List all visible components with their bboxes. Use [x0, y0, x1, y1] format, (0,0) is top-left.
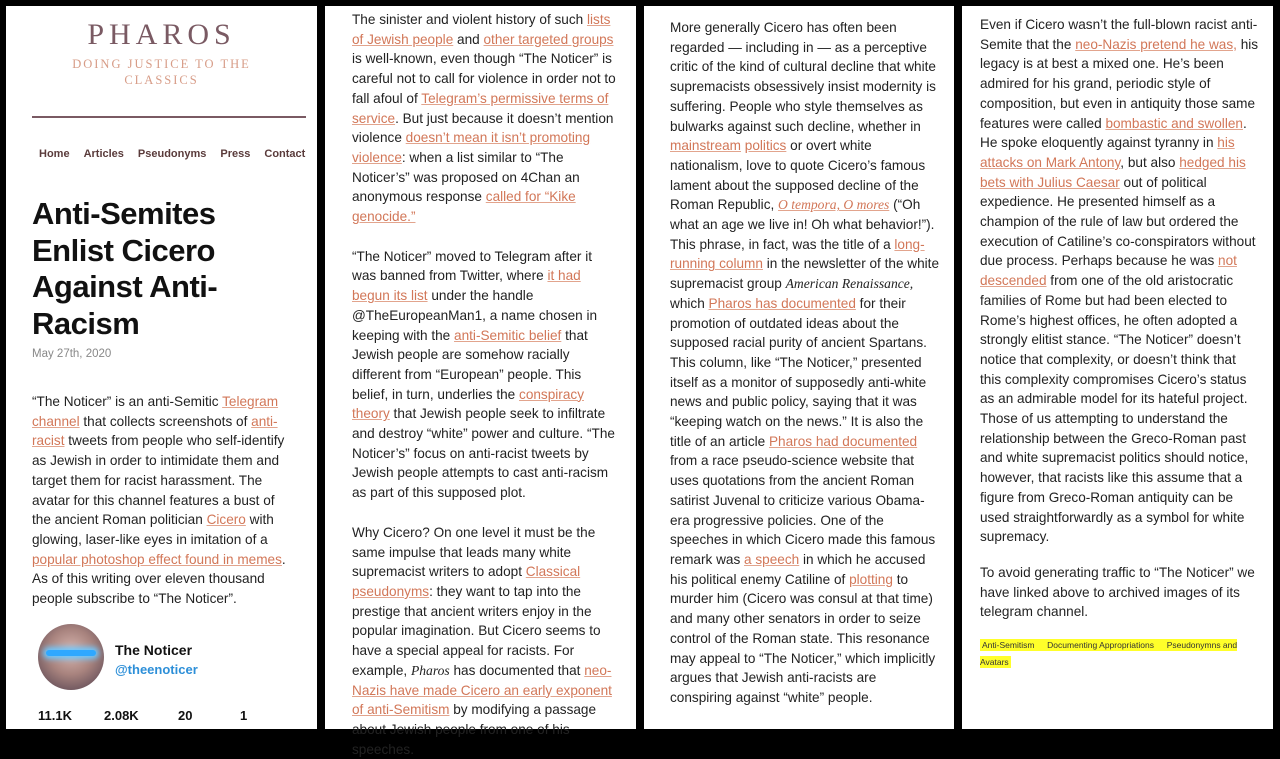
avatar: [38, 624, 104, 690]
link[interactable]: O tempora, O mores: [778, 197, 890, 213]
nav-contact[interactable]: Contact: [264, 148, 306, 160]
link[interactable]: neo-Nazis have made Cicero an early exponent of anti-Semitism: [352, 662, 612, 718]
link[interactable]: anti-racist: [32, 413, 278, 449]
site-tagline: [6, 56, 317, 88]
link[interactable]: Telegram channel: [32, 394, 279, 429]
paragraph: “The Noticer” is an anti-Semitic Telegram channel that collects screenshots of anti-racist tweets from people who self-identify as Jewish in order to intimidate them and target them for racist harassment. The avatar for this channel features a bust of the ancient Roman politician Cicero with glowing, laser-like eyes in imitation of a popular photoshop effect found in memes. As of this writing over eleven thousand people subscribe to “The Noticer”.: [32, 394, 286, 607]
laser-eyes-icon: [46, 650, 96, 656]
link[interactable]: lists of Jewish people: [352, 12, 611, 47]
link[interactable]: Pharos has documented: [708, 295, 856, 311]
link[interactable]: conspiracy theory: [352, 386, 584, 422]
article-body-3: [670, 18, 940, 708]
site-tagline-line-1: DOING JUSTICE TO THE: [72, 57, 251, 71]
nav-articles[interactable]: Articles: [83, 148, 124, 160]
article-title-line: Anti-Semites: [32, 196, 216, 231]
nav-pseudonyms[interactable]: Pseudonyms: [137, 148, 207, 160]
stat-value: 20: [178, 708, 193, 723]
paragraph: “The Noticer” moved to Telegram after it was banned from Twitter, where it had begun its list under the handle @TheEuropeanMan1, a name chosen in keeping with the anti-Semitic belief that Jewish people are somehow racially different from “European” people. This belief, in turn, underlies the conspiracy theory that Jewish people seek to infiltrate and destroy “white” power and culture. “The Noticer’s” focus on anti-racist tweets by Jewish people attempts to cast anti-racism as part of this supposed plot.: [352, 248, 615, 501]
article-body-4: [980, 15, 1260, 670]
main-nav: [39, 148, 305, 160]
profile-name: The Noticer: [115, 642, 193, 658]
profile-handle[interactable]: @theenoticer: [115, 662, 198, 677]
article-body-intro: [32, 392, 294, 609]
header-divider: [32, 116, 306, 118]
link[interactable]: his attacks on Mark Antony: [980, 135, 1235, 170]
stat-value: 11.1K: [38, 708, 72, 723]
link[interactable]: Pharos had documented: [768, 433, 918, 449]
stat-value: 1: [240, 708, 248, 723]
link[interactable]: Cicero: [206, 512, 246, 528]
nav-home[interactable]: Home: [39, 148, 70, 160]
link[interactable]: plotting: [849, 571, 893, 587]
page-panel-4: [962, 6, 1273, 729]
link[interactable]: neo-Nazis pretend he was,: [1075, 36, 1237, 52]
link[interactable]: called for “Kike genocide.”: [352, 189, 576, 225]
site-name: PHAROS: [87, 18, 236, 51]
tag-link[interactable]: Anti-Semitism: [982, 640, 1035, 651]
article-date: May 27th, 2020: [32, 348, 112, 360]
link[interactable]: bombastic and swollen: [1105, 115, 1243, 131]
link[interactable]: popular photoshop effect found in memes: [32, 551, 282, 567]
stat-value: 2.08K: [104, 708, 139, 723]
paragraph: More generally Cicero has often been regarded — including in — as a perceptive critic of the kind of cultural decline that white supremacists obsessively insist modernity is suffering. People who style themselves as bulwarks against such decline, whether in mainstream politics or overt white nationalism, love to quote Cicero’s famous lament about the supposed decline of the Roman Republic, O tempora, O mores (“Oh what an age we live in! Oh what behavior!”). This phrase, in fact, was the title of a long-running column in the newsletter of the white supremacist group American Renaissance, which Pharos has documented for their promotion of outdated ideas about the supposed racial purity of ancient Spartans. This column, like “The Noticer,” presented itself as a monitor of supposedly anti-white news and public policy, saying that it was “keeping watch on the news.” It is also the title of an article Pharos had documented from a race pseudo-science website that uses quotations from the ancient Roman satirist Juvenal to criticize various Obama-era progressive policies. One of the speeches in which Cicero made this famous remark was a speech in which he accused his political enemy Catiline of plotting to murder him (Cicero was consul at that time) and many other senators in order to seize control of the Roman state. This resonance may appeal to “The Noticer,” which implicitly argues that Jewish anti-racists are conspiring against “white” people.: [670, 20, 940, 705]
article-title-line: Against Anti-: [32, 269, 218, 304]
page-panel-1: [6, 6, 317, 729]
article-title-line: Enlist Cicero: [32, 232, 215, 268]
page-panel-2: [325, 6, 636, 757]
article-title: [32, 196, 312, 342]
link[interactable]: Telegram’s permissive terms of service: [352, 90, 609, 126]
link[interactable]: mainstream: [670, 138, 742, 154]
link[interactable]: long-running column: [670, 236, 925, 272]
profile-stats: [38, 708, 270, 723]
link[interactable]: other targeted groups: [483, 31, 614, 47]
article-title-line: Racism: [32, 305, 140, 341]
link[interactable]: Classical pseudonyms: [352, 564, 581, 599]
paragraph: The sinister and violent history of such lists of Jewish people and other targeted groups is well-known, even though “The Noticer” is careful not to call for violence in order not to fall afoul of Telegram’s permissive terms of service. But just because it doesn’t mention violence doesn’t mean it isn’t promoting violence: when a list similar to “The Noticer’s” was proposed on 4Chan an anonymous response called for “Kike genocide.”: [352, 12, 616, 225]
paragraph: To avoid generating traffic to “The Noticer” we have linked above to archived images of its telegram channel.: [980, 564, 1255, 620]
link[interactable]: doesn’t mean it isn’t promoting violence: [352, 130, 591, 165]
tag-link[interactable]: Pseudonymns and Avatars: [980, 640, 1238, 668]
link[interactable]: anti-Semitic belief: [454, 327, 562, 343]
article-body-2: [352, 10, 618, 759]
paragraph: Even if Cicero wasn’t the full-blown racist anti-Semite that the neo-Nazis pretend he was, his legacy is at best a mixed one. He’s been admired for his grand, periodic style of composition, but even in antiquity those same features were called bombastic and swollen. He spoke eloquently against tyranny in his attacks on Mark Antony, but also hedged his bets with Julius Caesar out of political expedience. He presented himself as a champion of the rule of law but ordered the execution of Catiline’s co-conspirators without due process. Perhaps because he was not descended from one of the old aristocratic families of Rome but had been elected to Rome’s highest offices, he often adopted a strongly elitist stance. “The Noticer” doesn’t notice that complexity, or doesn’t think that this complexity compromises Cicero’s status as an admirable model for its hateful project. Those of us attempting to understand the relationship between the Greco-Roman past and white supremacist politics should notice, however, that racists like this assume that a figure from Greco-Roman antiquity can be used straightforwardly as a symbol for white supremacy.: [980, 17, 1259, 545]
link[interactable]: a speech: [744, 551, 800, 567]
link[interactable]: not descended: [980, 253, 1237, 289]
link[interactable]: hedged his bets with Julius Caesar: [980, 154, 1246, 190]
paragraph: Why Cicero? On one level it must be the same impulse that leads many white supremacist writers to adopt Classical pseudonyms: they want to tap into the prestige that ancient writers enjoy in the popular imagination. But Cicero seems to have a special appeal for racists. For example, Pharos has documented that neo-Nazis have made Cicero an early exponent of anti-Semitism by modifying a passage about Jewish people from one of his speeches.: [352, 524, 612, 757]
site-tagline-line-2: CLASSICS: [124, 73, 199, 87]
site-logo[interactable]: [6, 18, 317, 88]
tag-list: [980, 636, 1260, 670]
link[interactable]: politics: [744, 138, 787, 154]
tag-link[interactable]: Documenting Appropriations: [1047, 640, 1154, 651]
link[interactable]: it had begun its list: [352, 268, 581, 304]
nav-press[interactable]: Press: [220, 148, 251, 160]
page-panel-3: [644, 6, 954, 729]
